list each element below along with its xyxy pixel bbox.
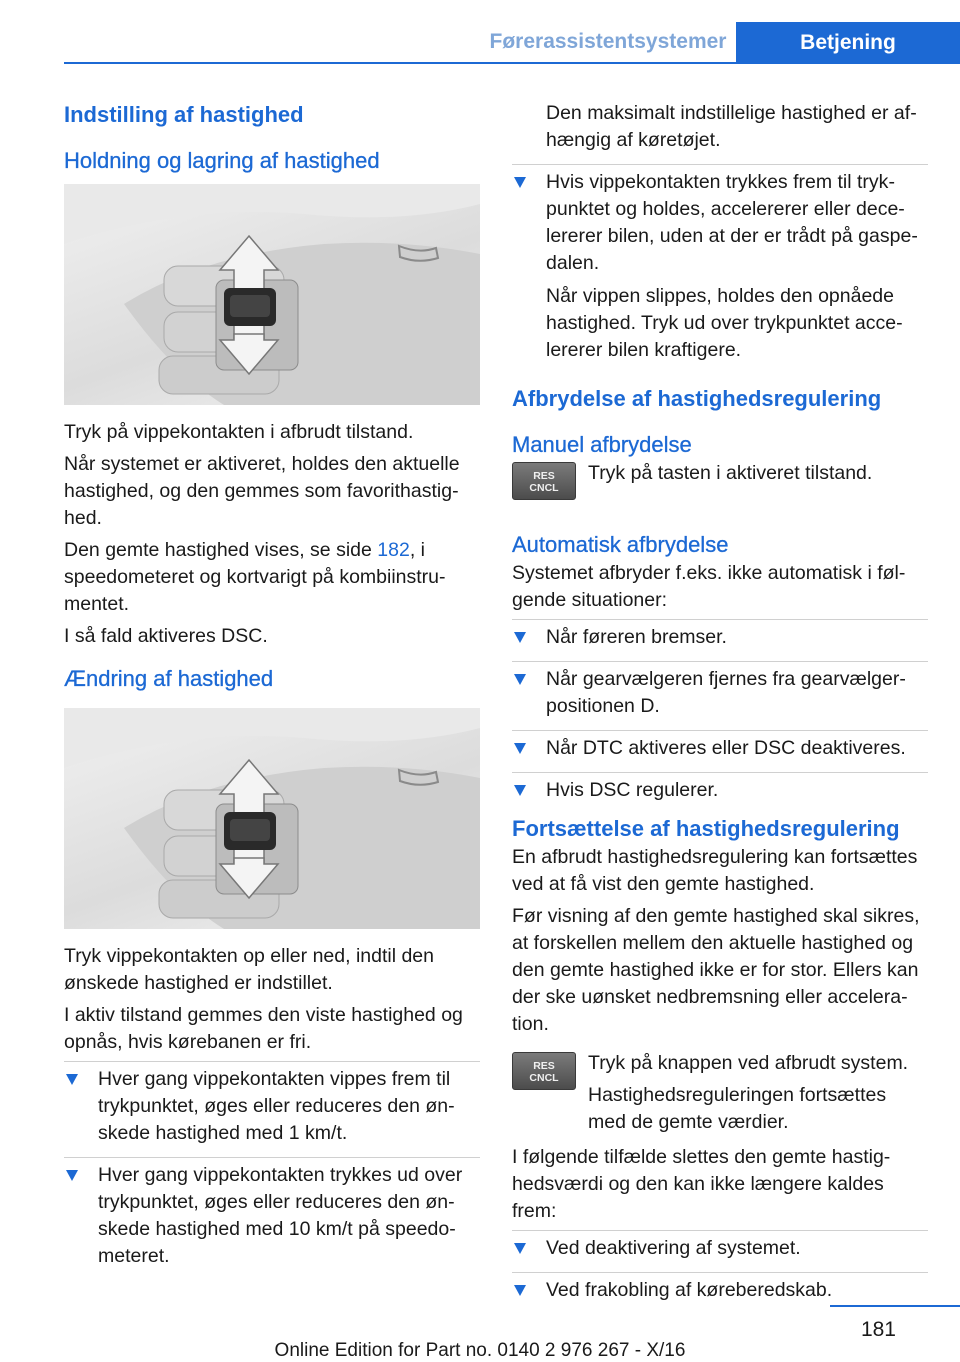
triangle-bullet-icon — [514, 632, 526, 643]
subheading-hold-store-speed: Holdning og lagring af hastighed — [64, 148, 380, 173]
paragraph-active-state: I aktiv tilstand gemmes den viste hastighed og opnås, hvis kørebanen er fri. — [64, 1004, 463, 1053]
paragraph-release-rocker: Når vippen slippes, holdes den opnåede hastighed. Tryk ud over trykpunktet accelererer bilen kraftigere. — [546, 285, 903, 361]
bullet-list-change-speed — [64, 1061, 480, 1270]
list-item — [512, 619, 928, 651]
left-column — [64, 100, 480, 1280]
triangle-bullet-icon — [514, 674, 526, 685]
paragraph-max-speed: Den maksimalt indstillelige hastighed er afhængig af køretøjet. — [546, 102, 917, 151]
heading-interrupt-cruise: Afbrydelse af hastighedsregulering — [512, 386, 882, 411]
list-item-text: Hver gang vippekontakten vippes frem til trykpunktet, øges eller reduceres den ønskede hastighed med 1 km/t. — [98, 1068, 455, 1144]
paragraph-press-button-active: Tryk på tasten i aktiveret tilstand. — [588, 462, 873, 484]
heading-resume-cruise: Fortsættelse af hastighedsregulering — [512, 816, 900, 841]
paragraph-dsc-activated: I så fald aktiveres DSC. — [64, 625, 268, 647]
paragraph-press-button-interrupted: Tryk på knappen ved afbrudt system. — [588, 1052, 909, 1074]
edition-note: Online Edition for Part no. 0140 2 976 267 - X/16 — [274, 1340, 686, 1361]
list-item-text: Hvis vippekontakten trykkes frem til trykpunktet og holdes, accelererer eller decelererer bilen, uden at der er trådt på gaspedalen. — [546, 171, 918, 274]
list-item — [64, 1157, 480, 1270]
paragraph-press-up-down: Tryk vippekontakten op eller ned, indtil den ønskede hastighed er indstillet. — [64, 945, 434, 994]
page-number: 181 — [860, 1318, 896, 1341]
paragraph-cruise-resumed: Hastighedsreguleringen fortsættes med de gemte værdier. — [588, 1084, 887, 1133]
steering-wheel-rocker-illustration-2 — [64, 708, 480, 929]
paragraph-stored-speed-deleted: I følgende tilfælde slettes den gemte hastighedsværdi og den kan ikke længere kaldes frem: — [512, 1146, 891, 1222]
list-item — [512, 1272, 928, 1304]
list-item — [64, 1061, 480, 1147]
paragraph-resume-interrupted: En afbrudt hastighedsregulering kan fortsættes ved at få vist den gemte hastighed. — [512, 846, 918, 895]
list-item — [512, 1230, 928, 1262]
list-item-text: Når gearvælgeren fjernes fra gearvælgerpositionen D. — [546, 668, 906, 717]
triangle-bullet-icon — [514, 1243, 526, 1254]
triangle-bullet-icon — [514, 785, 526, 796]
list-item-text: Når DTC aktiveres eller DSC deaktiveres. — [546, 737, 906, 759]
page-link-182[interactable]: 182 — [377, 539, 410, 561]
header-section-title: Førerassistentsystemer — [489, 30, 727, 53]
text-stored-speed-post: , i speedometeret og kortvarigt på kombiinstrumentet. — [64, 539, 446, 615]
res-cncl-row-1 — [512, 460, 928, 520]
paragraph-system-not-interrupt: Systemet afbryder f.eks. ikke automatisk i følgende situationer: — [512, 562, 906, 611]
triangle-bullet-icon — [514, 1285, 526, 1296]
list-item-text: Hvis DSC regulerer. — [546, 779, 719, 801]
triangle-bullet-icon — [66, 1074, 78, 1085]
footer-rule — [830, 1305, 960, 1307]
list-item-text: Hver gang vippekontakten trykkes ud over trykpunktet, øges eller reduceres den ønskede hastighed med 10 km/t på speedometeret. — [98, 1164, 463, 1267]
paragraph-before-display: Før visning af den gemte hastighed skal sikres, at forskellen mellem den aktuelle hastighed og den gemte hastighed ikke er for stor. Ellers kan der ske uønsket nedbremsning eller acceleration. — [512, 905, 920, 1035]
steering-wheel-rocker-illustration — [64, 184, 480, 405]
paragraph-stored-speed — [64, 537, 480, 618]
subheading-change-speed: Ændring af hastighed — [64, 666, 274, 691]
list-item-text: Når føreren bremser. — [546, 626, 727, 648]
triangle-bullet-icon — [514, 743, 526, 754]
header-rule — [64, 62, 960, 64]
triangle-bullet-icon — [514, 177, 526, 188]
heading-set-speed: Indstilling af hastighed — [64, 102, 304, 127]
list-item — [512, 772, 928, 804]
list-item — [512, 661, 928, 720]
subheading-automatic-interrupt: Automatisk afbrydelse — [512, 532, 729, 557]
list-item-text: Ved frakobling af køreberedskab. — [546, 1279, 833, 1301]
right-column — [512, 100, 928, 1314]
res-cncl-row-2 — [512, 1050, 928, 1136]
subheading-manual-interrupt: Manuel afbrydelse — [512, 432, 692, 457]
bullet-list-situations — [512, 619, 928, 804]
paragraph-system-activated: Når systemet er aktiveret, holdes den aktuelle hastighed, og den gemmes som favorithastighed. — [64, 453, 460, 529]
triangle-bullet-icon — [66, 1170, 78, 1181]
header-chapter-tab[interactable]: Betjening — [736, 22, 960, 63]
res-cncl-button-icon: RES CNCL — [512, 1052, 576, 1090]
list-item-text: Ved deaktivering af systemet. — [546, 1237, 801, 1259]
list-item — [512, 164, 928, 277]
text-stored-speed-pre: Den gemte hastighed vises, se side — [64, 539, 378, 561]
bullet-list-hold-rocker — [512, 164, 928, 277]
list-item — [512, 730, 928, 762]
paragraph-press-rocker: Tryk på vippekontakten i afbrudt tilstand. — [64, 421, 414, 443]
bullet-list-deletion — [512, 1230, 928, 1304]
res-cncl-button-icon: RES CNCL — [512, 462, 576, 500]
